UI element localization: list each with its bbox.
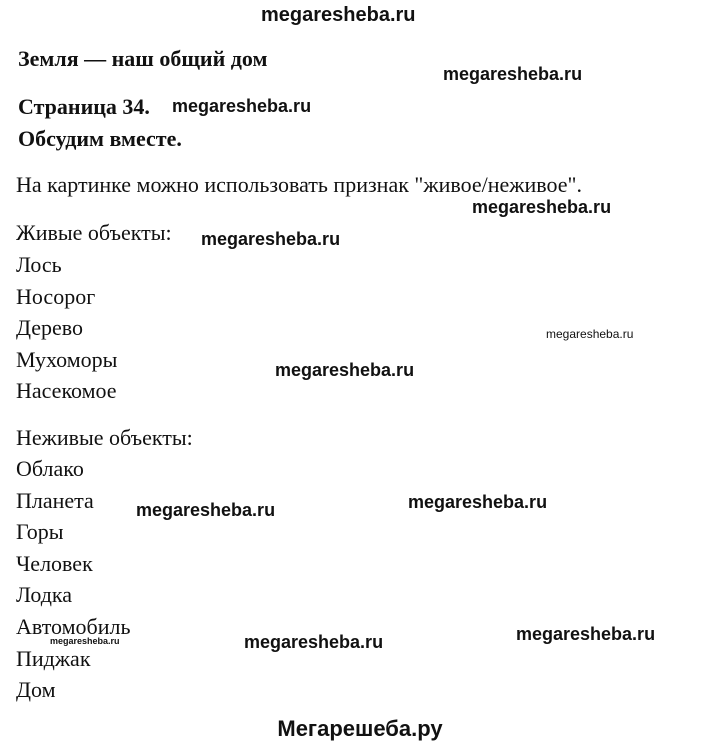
watermark: megaresheba.ru [244,632,384,652]
list-item: Облако [16,456,84,481]
footer-brand: Мегарешеба.ру [277,716,443,741]
task-heading: Обсудим вместе. [18,126,182,151]
watermark: megaresheba.ru [443,64,583,84]
watermark: megaresheba.ru [136,500,276,520]
intro-text: На картинке можно использовать признак "живое/неживое". [16,172,582,197]
watermark-top: megaresheba.ru [261,4,416,26]
watermark: megaresheba.ru [201,229,341,249]
list-item: Носорог [16,283,96,309]
list-item: Планета [16,487,94,513]
watermark: megaresheba.ru [50,636,120,646]
list-item: Лодка [16,582,73,608]
list-item: Автомобиль [16,613,131,639]
watermark: megaresheba.ru [172,96,312,116]
watermark: megaresheba.ru [472,197,612,217]
living-heading: Живые объекты: [16,220,172,245]
watermark: megaresheba.ru [516,624,656,644]
list-item: Человек [16,550,93,576]
living-list [16,249,117,407]
watermark: megaresheba.ru [275,360,415,380]
list-item: Дерево [16,315,84,341]
list-item: Лось [16,252,62,277]
list-item: Насекомое [16,378,117,404]
nonliving-list [16,453,131,706]
lesson-title: Земля — наш общий дом [18,46,268,71]
watermark: megaresheba.ru [408,492,548,512]
list-item: Дом [16,677,56,703]
list-item: Пиджак [16,645,91,671]
page-number: Страница 34. [18,94,150,119]
list-item: Горы [16,519,64,545]
nonliving-heading: Неживые объекты: [16,425,193,450]
list-item: Мухоморы [16,346,118,372]
watermark: megaresheba.ru [546,327,634,341]
